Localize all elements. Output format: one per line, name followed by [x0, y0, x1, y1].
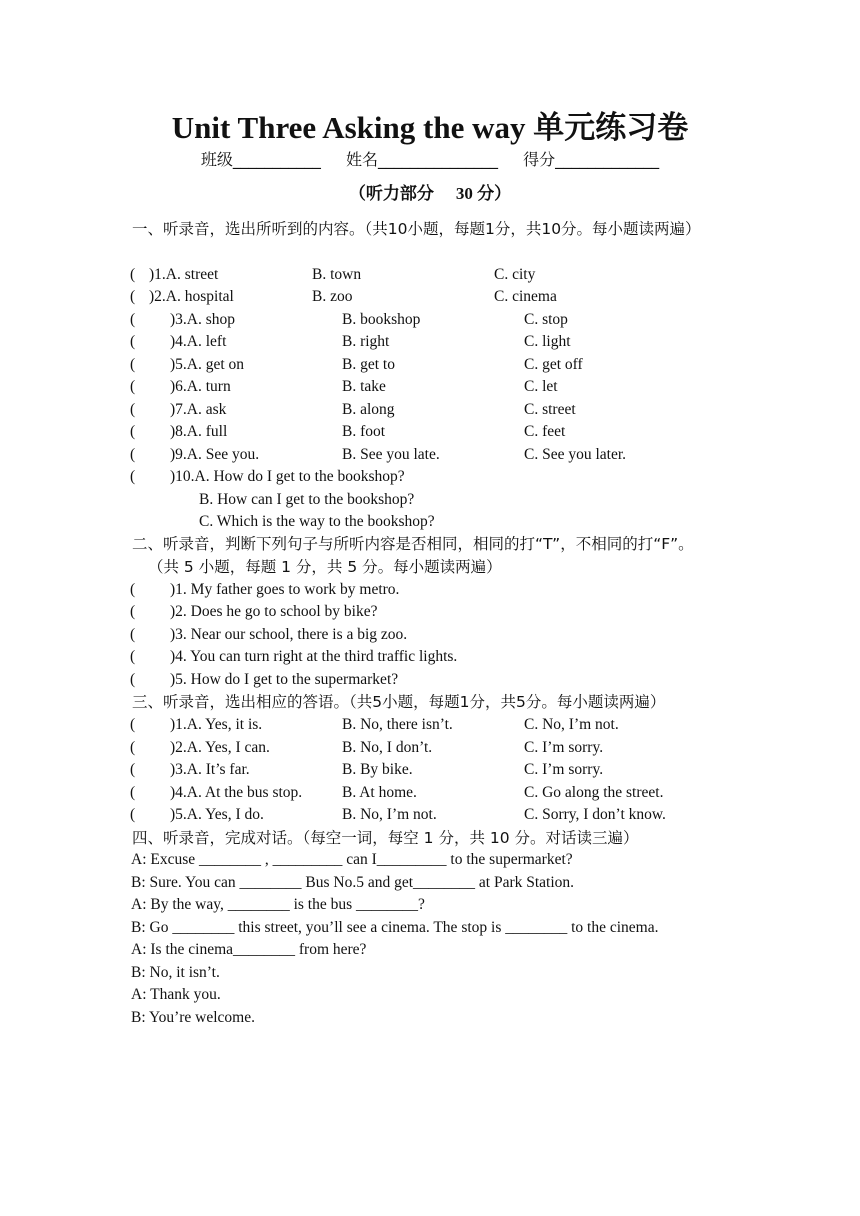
option-b: B. take	[342, 378, 386, 395]
option-b: B. How can I get to the bookshop?	[199, 491, 415, 508]
answer-blank[interactable]: (	[130, 603, 136, 620]
option-a: )8.A. full	[170, 423, 228, 440]
section-4-heading: 四、听录音，完成对话。（每空一词，每空 1 分，共 10 分。对话读三遍）	[132, 829, 639, 847]
answer-blank[interactable]: (	[130, 333, 136, 350]
answer-blank[interactable]: (	[130, 288, 136, 305]
dialogue-line: B: You’re welcome.	[131, 1009, 255, 1026]
option-c: C. cinema	[494, 288, 557, 305]
dialogue-line: A: By the way, ________ is the bus ________?	[131, 896, 425, 913]
option-c: C. Go along the street.	[524, 784, 664, 801]
option-a: )2.A. Yes, I can.	[170, 739, 270, 756]
listening-part-score: 30 分）	[455, 184, 512, 203]
option-c: C. I’m sorry.	[524, 739, 604, 756]
answer-blank[interactable]: (	[130, 739, 136, 756]
option-b: B. By bike.	[342, 761, 413, 778]
answer-blank[interactable]: (	[130, 648, 136, 665]
answer-blank[interactable]: (	[130, 581, 136, 598]
option-c: C. stop	[524, 311, 568, 328]
section-1-heading: 一、听录音，选出所听到的内容。（共10小题，每题1分，共10分。每小题读两遍）	[132, 220, 701, 238]
option-a: )10.A. How do I get to the bookshop?	[170, 468, 405, 485]
statement-text: )5. How do I get to the supermarket?	[170, 671, 399, 688]
option-a: )7.A. ask	[170, 401, 227, 418]
answer-blank[interactable]: (	[130, 378, 136, 395]
dialogue-line: B: Go ________ this street, you’ll see a cinema. The stop is ________ to the cinema.	[131, 919, 659, 936]
option-c: C. feet	[524, 423, 566, 440]
answer-blank[interactable]: (	[130, 266, 136, 283]
dialogue-line: B: No, it isn’t.	[131, 964, 220, 981]
option-c: C. street	[524, 401, 576, 418]
section-2-heading: 二、听录音，判断下列句子与所听内容是否相同，相同的打“T”，不相同的打“F”。	[132, 535, 694, 553]
option-c: C. See you later.	[524, 446, 627, 463]
answer-blank[interactable]: (	[130, 446, 136, 463]
listening-part-heading	[0, 182, 860, 206]
option-c: C. Which is the way to the bookshop?	[199, 513, 435, 530]
option-c: C. I’m sorry.	[524, 761, 604, 778]
listening-part-label: （听力部分	[348, 184, 434, 203]
statement-text: )3. Near our school, there is a big zoo.	[170, 626, 408, 643]
option-b: B. right	[342, 333, 390, 350]
answer-blank[interactable]: (	[130, 423, 136, 440]
option-c: C. city	[494, 266, 536, 283]
statement-text: )1. My father goes to work by metro.	[170, 581, 400, 598]
answer-blank[interactable]: (	[130, 761, 136, 778]
option-a: )9.A. See you.	[170, 446, 260, 463]
student-info-line	[0, 149, 860, 171]
section-2-subheading: （共 5 小题，每题 1 分，共 5 分。每小题读两遍）	[148, 558, 502, 576]
dialogue-line: B: Sure. You can ________ Bus No.5 and get________ at Park Station.	[131, 874, 575, 891]
section-3-heading: 三、听录音，选出相应的答语。（共5小题，每题1分，共5分。每小题读两遍）	[132, 693, 666, 711]
option-b: B. bookshop	[342, 311, 421, 328]
option-b: B. At home.	[342, 784, 417, 801]
answer-blank[interactable]: (	[130, 311, 136, 328]
class-field[interactable]: 班级___________	[200, 150, 321, 169]
statement-text: )4. You can turn right at the third traffic lights.	[170, 648, 458, 665]
option-a: )5.A. get on	[170, 356, 245, 373]
answer-blank[interactable]: (	[130, 626, 136, 643]
answer-blank[interactable]: (	[130, 671, 136, 688]
option-c: C. let	[524, 378, 558, 395]
answer-blank[interactable]: (	[130, 356, 136, 373]
answer-blank[interactable]: (	[130, 806, 136, 823]
option-a: )5.A. Yes, I do.	[170, 806, 264, 823]
option-b: B. get to	[342, 356, 395, 373]
page-title: Unit Three Asking the way 单元练习卷	[171, 110, 689, 145]
option-a: )1.A. Yes, it is.	[170, 716, 263, 733]
answer-blank[interactable]: (	[130, 784, 136, 801]
option-c: C. No, I’m not.	[524, 716, 619, 733]
option-b: B. No, there isn’t.	[342, 716, 453, 733]
option-a: )3.A. shop	[170, 311, 236, 328]
option-a: )2.A. hospital	[149, 288, 234, 305]
option-b: B. See you late.	[342, 446, 440, 463]
option-b: B. No, I’m not.	[342, 806, 437, 823]
name-field[interactable]: 姓名_______________	[345, 150, 498, 169]
option-a: )4.A. At the bus stop.	[170, 784, 303, 801]
option-c: C. get off	[524, 356, 583, 373]
option-a: )4.A. left	[170, 333, 227, 350]
answer-blank[interactable]: (	[130, 716, 136, 733]
answer-blank[interactable]: (	[130, 401, 136, 418]
option-c: C. Sorry, I don’t know.	[524, 806, 666, 823]
statement-text: )2. Does he go to school by bike?	[170, 603, 378, 620]
option-b: B. along	[342, 401, 395, 418]
answer-blank[interactable]: (	[130, 468, 136, 485]
option-a: )3.A. It’s far.	[170, 761, 250, 778]
option-a: )1.A. street	[149, 266, 219, 283]
option-b: B. No, I don’t.	[342, 739, 433, 756]
score-field[interactable]: 得分_____________	[523, 150, 660, 169]
dialogue-line: A: Excuse ________ , _________ can I_________ to the supermarket?	[131, 851, 573, 868]
dialogue-line: A: Thank you.	[131, 986, 221, 1003]
option-b: B. town	[312, 266, 362, 283]
option-c: C. light	[524, 333, 571, 350]
option-b: B. zoo	[312, 288, 353, 305]
option-a: )6.A. turn	[170, 378, 231, 395]
dialogue-line: A: Is the cinema________ from here?	[131, 941, 367, 958]
option-b: B. foot	[342, 423, 386, 440]
